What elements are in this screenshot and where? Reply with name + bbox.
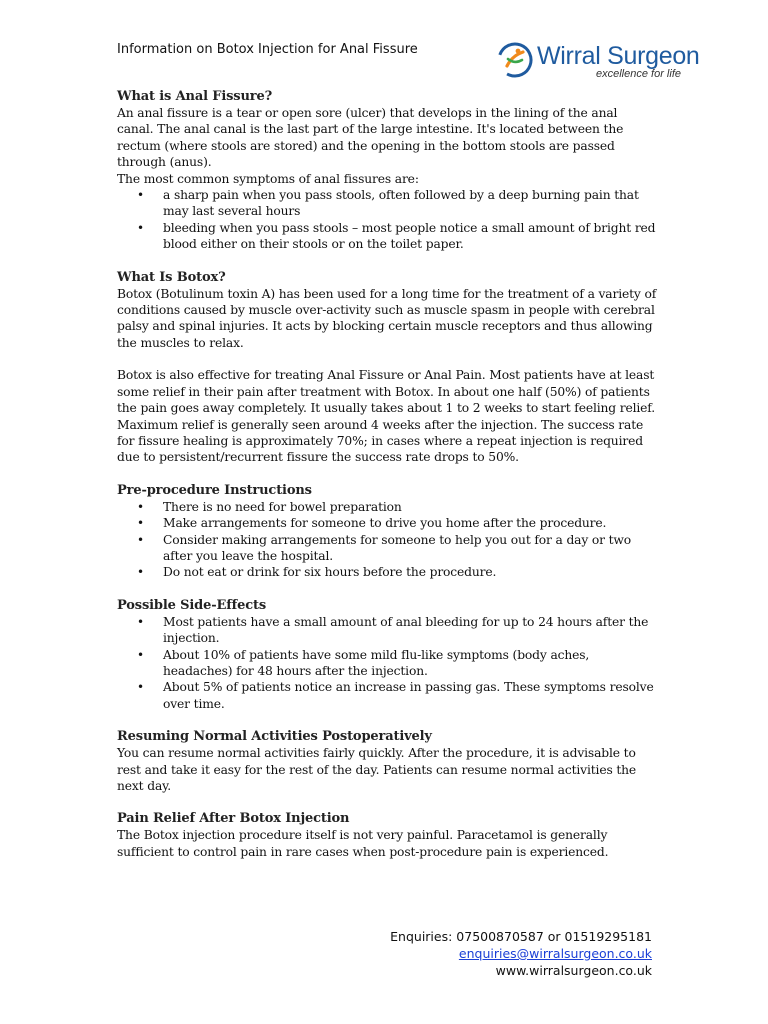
contact-footer (390, 928, 652, 979)
email-link[interactable]: enquiries@wirralsurgeon.co.uk (458, 946, 652, 961)
list-item: • Most patients have a small amount of anal bleeding for up to 24 hours after the injection. (137, 614, 649, 646)
bullet-icon: • (137, 680, 144, 695)
paragraph-botox-definition: Botox (Botulinum toxin A) has been used for a long time for the treatment of a variety of conditions caused by muscle over-activity such as muscle spasm in people with cerebral palsy and spinal injuries. It acts by blocking certain muscle receptors and thus allowing the muscles to relax. (117, 286, 657, 350)
paragraph-anal-fissure-definition: An anal fissure is a tear or open sore (ulcer) that develops in the lining of the anal canal. The anal canal is the last part of the large intestine. It's located between the rectum (where stools are stored) and the opening in the bottom stools are passed through (anus). (117, 106, 624, 170)
heading-what-is-anal-fissure: What is Anal Fissure? (117, 89, 273, 104)
paragraph-pain-relief: The Botox injection procedure itself is not very painful. Paracetamol is generally sufficient to control pain in rare cases when post-procedure pain is experienced. (117, 828, 609, 859)
bullet-icon: • (137, 188, 144, 203)
bullet-icon: • (137, 532, 144, 547)
list-item: • There is no need for bowel preparation (137, 499, 402, 514)
logo-name: Wirral Surgeon (537, 42, 700, 70)
symptoms-list (117, 187, 657, 253)
bullet-icon: • (137, 614, 144, 629)
paragraph-symptoms-intro: The most common symptoms of anal fissures are: (117, 171, 419, 186)
paragraph-botox-effectiveness: Botox is also effective for treating Anal Fissure or Anal Pain. Most patients have at least some relief in their pain after treatment with Botox. In about one half (50%) of patients the pain goes away completely. It usually takes about 1 to 2 weeks to start feeling relief. Maximum relief is generally seen around 4 weeks after the injection. The success rate for fissure healing is approximately 70%; in cases where a repeat injection is required due to persistent/recurrent fissure the success rate drops to 50%. (117, 368, 656, 465)
bullet-icon: • (137, 565, 144, 580)
wirral-surgeon-logo (495, 40, 700, 82)
list-item: • Make arrangements for someone to drive you home after the procedure. (137, 516, 607, 531)
heading-pre-procedure: Pre-procedure Instructions (117, 482, 312, 498)
heading-side-effects: Possible Side-Effects (117, 597, 267, 613)
bullet-icon: • (137, 220, 144, 235)
list-item: • About 10% of patients have some mild flu-like symptoms (body aches, headaches) for 48 hours after the injection. (137, 647, 590, 678)
heading-what-is-botox: What Is Botox? (117, 269, 226, 285)
document-header-title: Information on Botox Injection for Anal Fissure (117, 42, 418, 57)
document-body (117, 88, 657, 860)
list-item: • Do not eat or drink for six hours before the procedure. (137, 565, 497, 580)
paragraph-resuming-activities: You can resume normal activities fairly quickly. After the procedure, it is advisable to rest and take it easy for the rest of the day. Patients can resume normal activities the next day. (117, 746, 637, 793)
list-item: • a sharp pain when you pass stools, often followed by a deep burning pain that may last several hours (137, 188, 639, 219)
logo-tagline: excellence for life (596, 68, 681, 80)
logo-emblem-icon (495, 40, 535, 80)
enquiries-phone: Enquiries: 07500870587 or 01519295181 (390, 929, 652, 944)
website-url: www.wirralsurgeon.co.uk (495, 963, 652, 978)
list-item: • bleeding when you pass stools – most people notice a small amount of bright red blood either on their stools or on the toilet paper. (137, 220, 656, 252)
pre-procedure-list (117, 499, 657, 581)
list-item: • Consider making arrangements for someone to help you out for a day or two after you leave the hospital. (137, 532, 632, 563)
bullet-icon: • (137, 499, 144, 514)
bullet-icon: • (137, 516, 144, 531)
heading-pain-relief: Pain Relief After Botox Injection (117, 811, 350, 827)
side-effects-list (117, 614, 657, 712)
bullet-icon: • (137, 647, 144, 662)
heading-resuming-activities: Resuming Normal Activities Postoperatively (117, 729, 432, 745)
list-item: • About 5% of patients notice an increase in passing gas. These symptoms resolve over time. (137, 680, 654, 711)
